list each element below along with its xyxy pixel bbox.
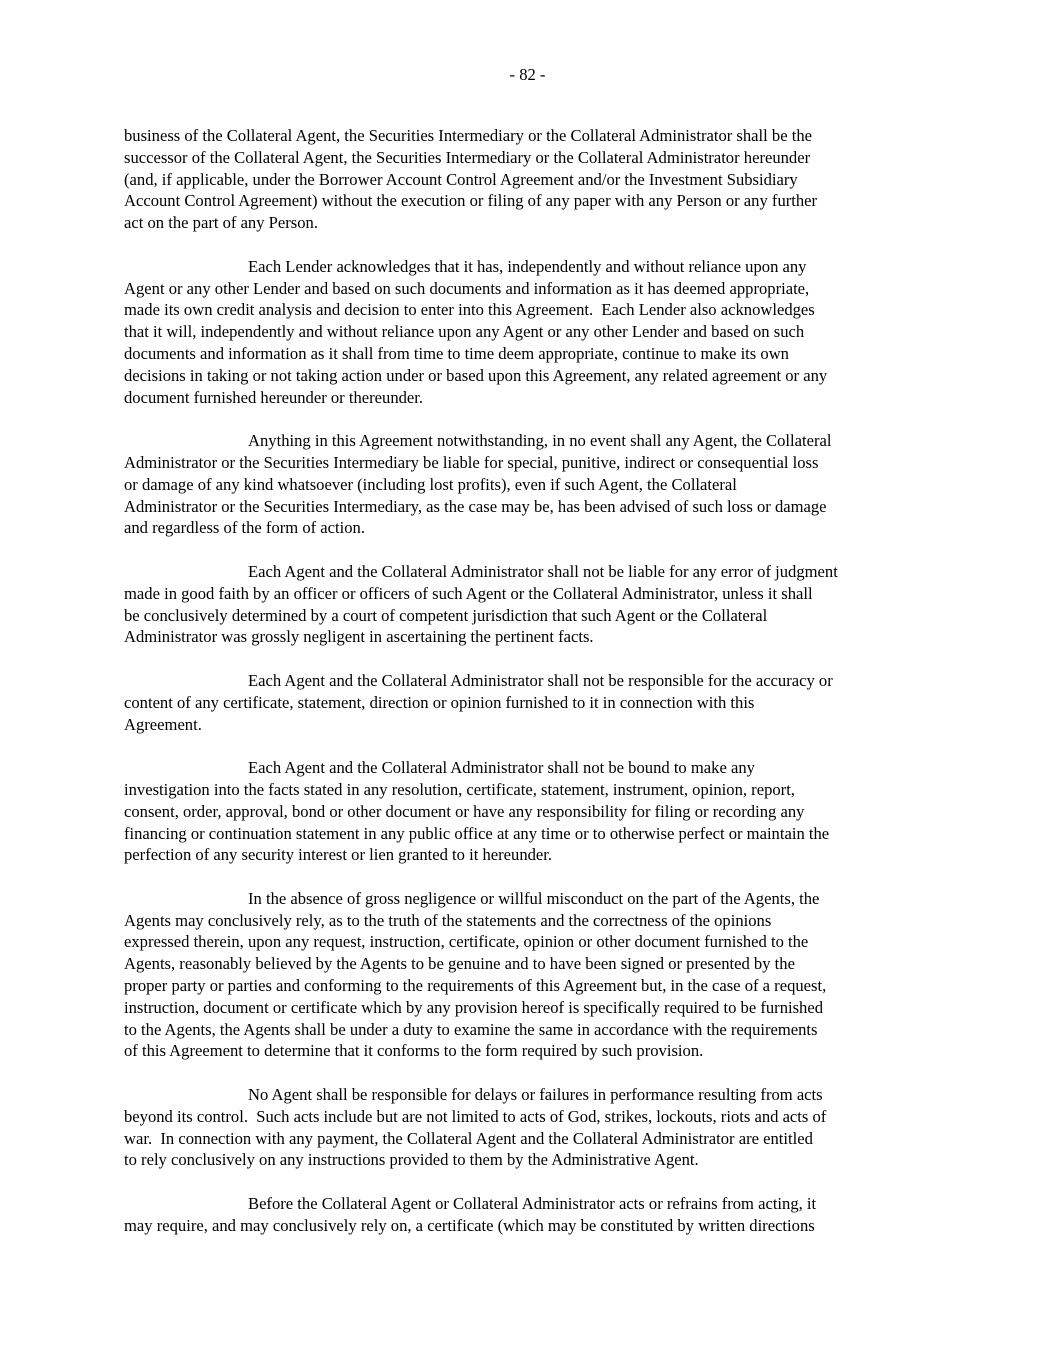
paragraph	[124, 670, 944, 735]
text-line: act on the part of any Person.	[124, 213, 318, 233]
text-line: perfection of any security interest or lien granted to it hereunder.	[124, 845, 553, 865]
text-line: Account Control Agreement) without the execution or filing of any paper with any Person or any further	[124, 191, 818, 211]
paragraph	[124, 757, 944, 866]
text-line: No Agent shall be responsible for delays or failures in performance resulting from acts	[248, 1085, 823, 1105]
text-line: documents and information as it shall from time to time deem appropriate, continue to make its own	[124, 343, 789, 363]
text-line: decisions in taking or not taking action under or based upon this Agreement, any related agreement or any	[124, 365, 828, 385]
text-line: that it will, independently and without reliance upon any Agent or any other Lender and based on such	[124, 322, 805, 342]
text-line: made its own credit analysis and decision to enter into this Agreement. Each Lender also acknowledges	[124, 300, 815, 320]
text-line: to rely conclusively on any instructions provided to them by the Administrative Agent.	[124, 1150, 699, 1170]
text-line: may require, and may conclusively rely on, a certificate (which may be constituted by written directions	[124, 1215, 815, 1235]
text-line: of this Agreement to determine that it conforms to the form required by such provision.	[124, 1041, 704, 1061]
text-line: Agents may conclusively rely, as to the truth of the statements and the correctness of the opinions	[124, 910, 772, 930]
text-line: expressed therein, upon any request, instruction, certificate, opinion or other document furnished to the	[124, 932, 809, 952]
text-line: (and, if applicable, under the Borrower Account Control Agreement and/or the Investment Subsidiary	[124, 169, 798, 189]
text-line: instruction, document or certificate which by any provision hereof is specifically required to be furnished	[124, 997, 824, 1017]
text-line: financing or continuation statement in any public office at any time or to otherwise perfect or maintain the	[124, 823, 830, 843]
text-line: investigation into the facts stated in any resolution, certificate, statement, instrument, opinion, report,	[124, 779, 795, 799]
text-line: content of any certificate, statement, direction or opinion furnished to it in connection with this	[124, 692, 755, 712]
paragraph	[124, 430, 944, 539]
text-line: In the absence of gross negligence or willful misconduct on the part of the Agents, the	[248, 888, 820, 908]
text-line: be conclusively determined by a court of competent jurisdiction that such Agent or the Collateral	[124, 605, 768, 625]
text-line: Before the Collateral Agent or Collateral Administrator acts or refrains from acting, it	[248, 1194, 817, 1214]
text-line: proper party or parties and conforming to the requirements of this Agreement but, in the case of a request,	[124, 976, 827, 996]
paragraph	[124, 1084, 944, 1171]
text-line: Agent or any other Lender and based on such documents and information as it has deemed appropriate,	[124, 278, 810, 298]
text-line: consent, order, approval, bond or other document or have any responsibility for filing or recording any	[124, 801, 805, 821]
paragraph	[124, 1193, 944, 1237]
text-line: Each Lender acknowledges that it has, independently and without reliance upon any	[248, 256, 807, 276]
text-line: made in good faith by an officer or officers of such Agent or the Collateral Administrator, unless it shall	[124, 583, 813, 603]
text-line: Agreement.	[124, 714, 202, 734]
paragraph	[124, 256, 944, 409]
text-line: successor of the Collateral Agent, the Securities Intermediary or the Collateral Administrator hereunder	[124, 147, 811, 167]
text-line: Each Agent and the Collateral Administrator shall not be responsible for the accuracy or	[248, 670, 833, 690]
text-line: Each Agent and the Collateral Administrator shall not be liable for any error of judgment	[248, 561, 838, 581]
text-line: business of the Collateral Agent, the Securities Intermediary or the Collateral Administrator shall be the	[124, 126, 812, 145]
text-line: war. In connection with any payment, the Collateral Agent and the Collateral Administrator are entitled	[124, 1128, 813, 1148]
text-line: to the Agents, the Agents shall be under a duty to examine the same in accordance with the requirements	[124, 1019, 818, 1039]
text-line: document furnished hereunder or thereunder.	[124, 387, 424, 407]
paragraph	[124, 125, 944, 234]
body-text	[124, 125, 944, 1258]
text-line: and regardless of the form of action.	[124, 518, 365, 538]
text-line: or damage of any kind whatsoever (including lost profits), even if such Agent, the Collateral	[124, 474, 737, 494]
text-line: Each Agent and the Collateral Administrator shall not be bound to make any	[248, 758, 755, 778]
text-line: Agents, reasonably believed by the Agents to be genuine and to have been signed or presented by the	[124, 954, 795, 974]
text-line: beyond its control. Such acts include but are not limited to acts of God, strikes, lockouts, riots and acts of	[124, 1106, 827, 1126]
text-line: Administrator or the Securities Intermediary be liable for special, punitive, indirect or consequential loss	[124, 452, 819, 472]
paragraph	[124, 888, 944, 1062]
paragraph	[124, 561, 944, 648]
text-line: Anything in this Agreement notwithstanding, in no event shall any Agent, the Collateral	[248, 431, 832, 451]
page-number: - 82 -	[509, 65, 546, 84]
text-line: Administrator was grossly negligent in ascertaining the pertinent facts.	[124, 627, 594, 647]
text-line: Administrator or the Securities Intermediary, as the case may be, has been advised of such loss or damage	[124, 496, 827, 516]
